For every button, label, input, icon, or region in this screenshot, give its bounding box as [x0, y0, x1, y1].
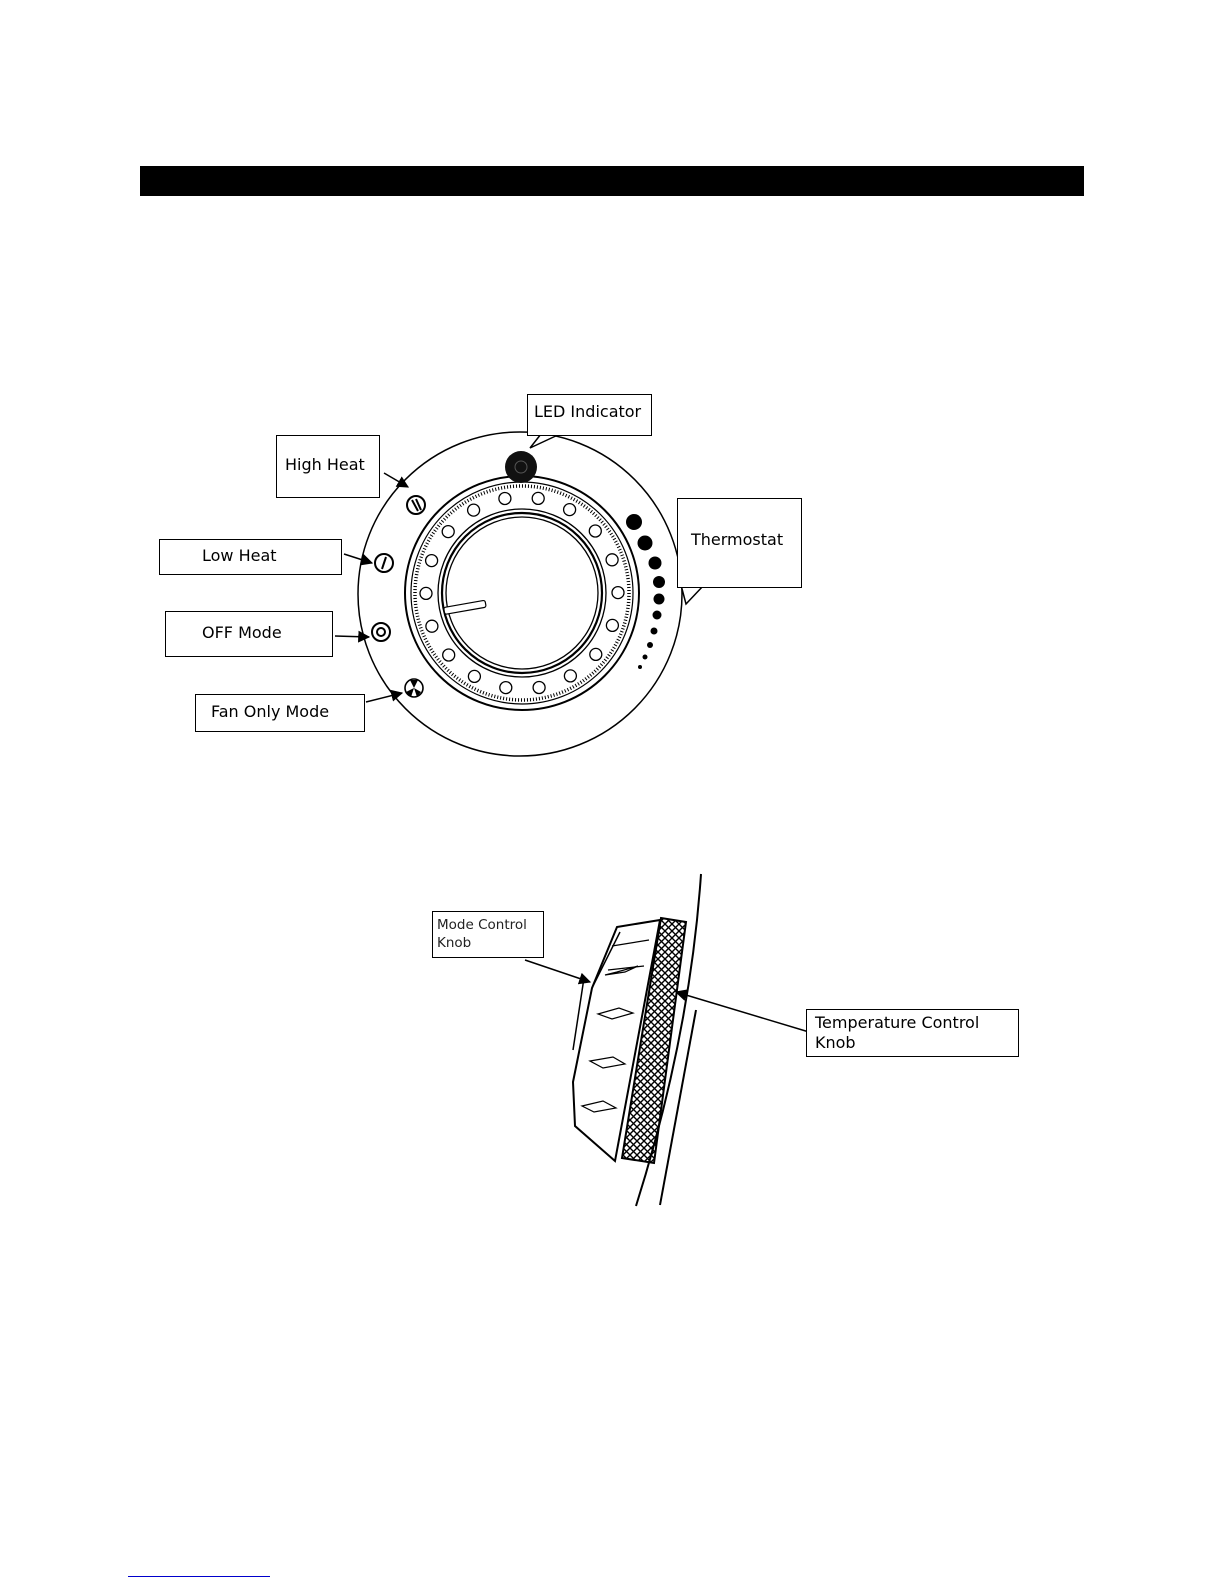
thermostat-text: Thermostat [691, 530, 784, 549]
low-heat-text: Low Heat [202, 546, 277, 565]
dial-hole [468, 504, 480, 516]
thermostat-label [677, 498, 802, 588]
dial-hole [499, 493, 511, 505]
thermostat-scale [626, 514, 665, 669]
fan-icon [405, 679, 423, 697]
dial-hole [564, 670, 576, 682]
dial-hole [606, 554, 618, 566]
mode-control-knob-line1: Mode Control [437, 917, 527, 933]
callout-arrows [335, 473, 408, 702]
dial-hole [532, 492, 544, 504]
dial-pointer [444, 600, 487, 614]
low-heat-icon [375, 554, 393, 572]
dial-hole [564, 504, 576, 516]
led-indicator-label [527, 394, 652, 436]
off-mode-text: OFF Mode [202, 623, 282, 642]
dial-hole [443, 649, 455, 661]
side-view [573, 874, 701, 1206]
dial-hole [426, 555, 438, 567]
dial-hole [612, 587, 624, 599]
high-heat-text: High Heat [285, 455, 365, 474]
dial-hole [442, 526, 454, 538]
dial-hole [468, 670, 480, 682]
fan-only-mode-text: Fan Only Mode [211, 702, 330, 721]
fan-only-mode-label [195, 694, 365, 732]
mode-control-knob-label [432, 911, 544, 958]
off-icon [372, 623, 390, 641]
temperature-dial [405, 476, 639, 710]
dial-hole [426, 620, 438, 632]
temperature-control-knob-line2: Knob [815, 1033, 856, 1052]
off-mode-label [165, 611, 333, 657]
dial-hole [533, 682, 545, 694]
temperature-control-knob-line1: Temperature Control [815, 1013, 980, 1032]
high-heat-label [276, 435, 380, 498]
dial-hole [606, 619, 618, 631]
dial-hole [589, 525, 601, 537]
dial-hole [420, 587, 432, 599]
footnote-rule [128, 1576, 270, 1577]
dial-hole [590, 648, 602, 660]
temperature-control-knob-label [806, 1009, 1019, 1057]
led-indicator [505, 451, 537, 483]
low-heat-label [159, 539, 342, 575]
high-heat-icon [407, 496, 425, 514]
mode-control-knob-line2: Knob [437, 934, 472, 951]
led-indicator-text: LED Indicator [534, 402, 642, 421]
dial-hole [500, 682, 512, 694]
